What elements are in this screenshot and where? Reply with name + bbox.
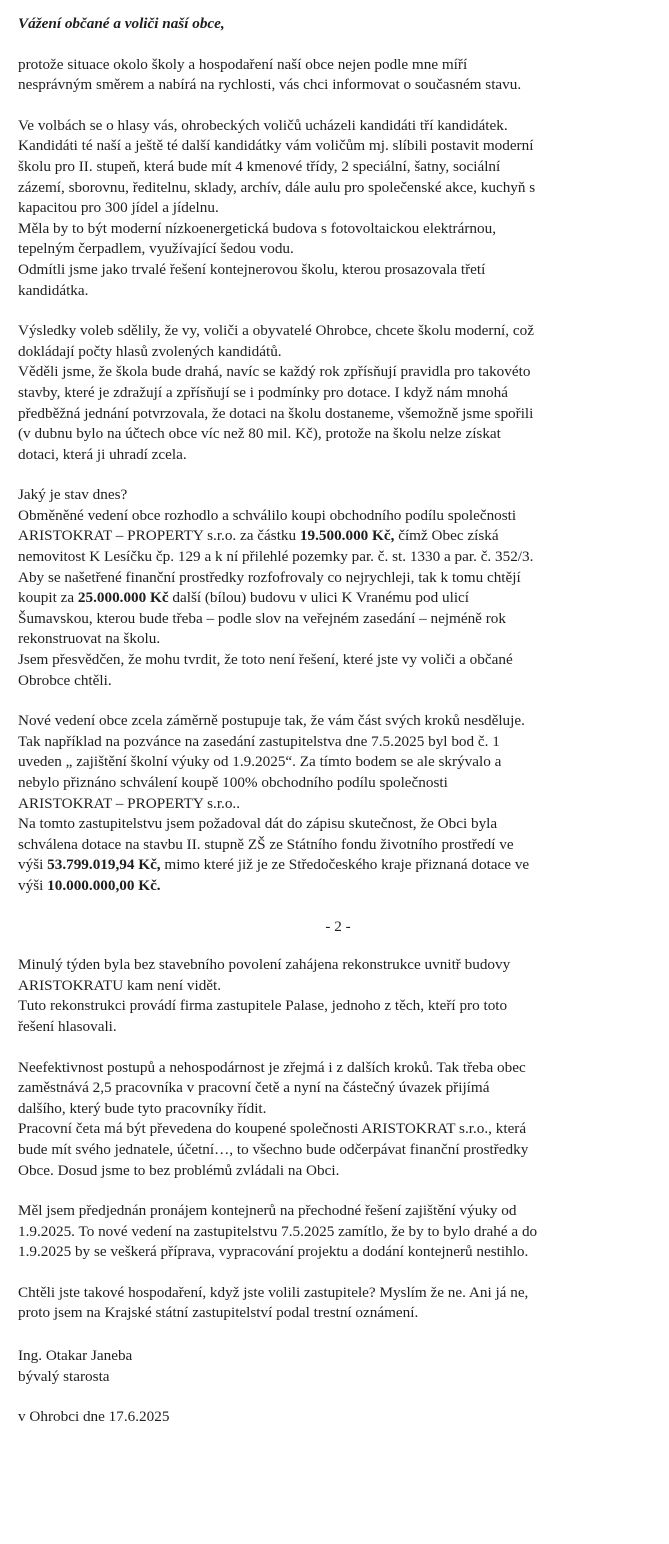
text-fragment: výši	[18, 856, 48, 874]
paragraph-current-state	[18, 485, 658, 691]
text-line: kapacitou pro 300 jídel a jídelnu.	[18, 199, 219, 217]
company-name: ARISTOKRAT – PROPERTY	[18, 527, 204, 545]
paragraph-reconstruction	[18, 955, 658, 1037]
text-line	[18, 526, 658, 547]
text-line: (v dubnu bylo na účtech obce víc než 80 mil. Kč), protože na školu nelze získat	[18, 425, 501, 443]
place-date: v Ohrobci dne 17.6.2025	[18, 1408, 170, 1426]
text-line: rekonstruovat na školu.	[18, 630, 161, 648]
signature-name: Ing. Otakar Janeba	[18, 1347, 133, 1365]
signature-block	[18, 1346, 658, 1387]
text-line: Obměněné vedení obce rozhodlo a schválilo koupi obchodního podílu společnosti	[18, 506, 517, 524]
text-line: ARISTOKRATU kam není vidět.	[18, 976, 222, 994]
text-line: schválena dotace na stavbu II. stupně ZŠ ze Státního fondu životního prostředí ve	[18, 835, 514, 853]
text-line: 1.9.2025. To nové vedení na zastupitelstvu 7.5.2025 zamítlo, že by to bylo drahé a do	[18, 1222, 538, 1240]
text-line: nesprávným směrem a nabírá na rychlosti, vás chci informovat o současném stavu.	[18, 76, 522, 94]
text-line: Měla by to být moderní nízkoenergetická budova s fotovoltaickou elektrárnou,	[18, 219, 496, 237]
text-line: Obce. Dosud jsme to bez problémů zvládali na Obci.	[18, 1161, 340, 1179]
text-fragment: další (bílou) budovu v ulici K Vranému pod ulicí	[168, 589, 469, 607]
text-line: Tuto rekonstrukci provádí firma zastupitele Palase, jednoho z těch, kteří pro toto	[18, 997, 508, 1015]
text-line: nebylo přiznáno schválení koupě 100% obchodního podílu společnosti	[18, 774, 448, 791]
text-line: Ve volbách se o hlasy vás, ohrobeckých voličů ucházeli kandidáti tří kandidátek.	[18, 116, 508, 134]
text-line: Minulý týden byla bez stavebního povolení zahájena rekonstrukce uvnitř budovy	[18, 956, 511, 974]
text-line: Obrobce chtěli.	[18, 671, 112, 689]
paragraph-containers	[18, 1201, 658, 1263]
text-line: ARISTOKRAT – PROPERTY s.r.o..	[18, 794, 241, 812]
amount-regional-grant: 10.000.000,00 Kč.	[47, 876, 161, 894]
text-line: uveden „ zajištění školní výuky od 1.9.2025“. Za tímto bodem se ale skrývalo a	[18, 753, 502, 771]
text-line: bude mít svého jednatele, účetní…, to všechno bude odčerpávat finanční prostředky	[18, 1140, 529, 1158]
paragraph-intro	[18, 55, 658, 96]
text-line: Tak například na pozvánce na zasedání zastupitelstva dne 7.5.2025 byl bod č. 1	[18, 732, 500, 750]
text-line	[18, 855, 658, 876]
text-line: Neefektivnost postupů a nehospodárnost je zřejmá i z dalších kroků. Tak třeba obec	[18, 1058, 526, 1076]
text-line: proto jsem na Krajské státní zastupitelství podal trestní oznámení.	[18, 1304, 419, 1322]
text-line: zázemí, sborovnu, ředitelnu, sklady, archív, dále aulu pro společenské akce, kuchyň s	[18, 178, 536, 196]
text-line: Chtěli jste takové hospodaření, když jste volili zastupitele? Myslím že ne. Ani já ne,	[18, 1283, 529, 1301]
text-line: Věděli jsme, že škola bude drahá, navíc se každý rok zpřísňují pravidla pro takovéto	[18, 363, 531, 381]
text-line: dotaci, která ji uhradí zcela.	[18, 445, 187, 463]
text-line: stavby, které je zdražují a zpřísňují se i podmínky pro dotace. I když nám mnohá	[18, 383, 508, 401]
text-line: Měl jsem předjednán pronájem kontejnerů na přechodné řešení zajištění výuky od	[18, 1202, 517, 1220]
text-line: předběžná jednání potvrzovala, že dotaci na školu dostaneme, všemožně jsme spořili	[18, 404, 534, 422]
text-line	[18, 876, 658, 897]
amount-building-purchase: 25.000.000 Kč	[77, 589, 169, 607]
amount-state-grant: 53.799.019,94 Kč,	[47, 856, 161, 874]
text-line: 1.9.2025 by se veškerá příprava, vypracování projektu a dodání kontejnerů nestihlo.	[18, 1243, 529, 1261]
text-fragment: s.r.o. za částku	[203, 527, 300, 545]
text-line: Nové vedení obce zcela záměrně postupuje tak, že vám část svých kroků nesděluje.	[18, 712, 525, 730]
letter-salutation: Vážení občané a voliči naší obce,	[18, 15, 225, 32]
text-line: Na tomto zastupitelstvu jsem požadoval dát do zápisu skutečnost, že Obci byla	[18, 815, 498, 833]
letter-document	[18, 14, 658, 1428]
signature-title: bývalý starosta	[18, 1367, 110, 1385]
text-fragment: mimo které již je ze Středočeského kraje přiznaná dotace ve	[160, 856, 530, 874]
amount-purchase-share: 19.500.000 Kč,	[299, 527, 395, 545]
text-line: Výsledky voleb sdělily, že vy, voliči a obyvatelé Ohrobce, chcete školu moderní, což	[18, 322, 534, 340]
text-line: zaměstnává 2,5 pracovníka v pracovní četě a nyní na částečný úvazek přijímá	[18, 1079, 490, 1097]
text-line: Aby se našetřené finanční prostředky rozfofrovaly co nejrychleji, tak k tomu chtějí	[18, 568, 521, 586]
text-line: protože situace okolo školy a hospodaření naší obce nejen podle mne míří	[18, 55, 468, 73]
text-line: Pracovní četa má být převedena do koupené společnosti ARISTOKRAT s.r.o., která	[18, 1120, 527, 1138]
text-line: řešení hlasovali.	[18, 1017, 117, 1035]
text-line: tepelným čerpadlem, využívající šedou vodu.	[18, 240, 294, 258]
text-line: nemovitost K Lesíčku čp. 129 a k ní přilehlé pozemky par. č. st. 1330 a par. č. 352/3.	[18, 548, 534, 566]
paragraph-inefficiency	[18, 1058, 658, 1182]
text-line: Šumavskou, kterou bude třeba – podle slov na veřejném zasedání – nejméně rok	[18, 609, 506, 627]
text-line: dokládají počty hlasů zvolených kandidátů.	[18, 342, 282, 360]
text-line: Odmítli jsme jako trvalé řešení kontejnerovou školu, kterou prosazovala třetí	[18, 260, 486, 278]
text-fragment: výši	[18, 876, 48, 894]
text-fragment: čímž Obec získá	[394, 527, 499, 545]
paragraph-elections	[18, 116, 658, 301]
page-number: - 2 -	[325, 917, 351, 935]
text-fragment: koupit za	[18, 589, 78, 607]
paragraph-results	[18, 321, 658, 465]
text-line: Jsem přesvědčen, že mohu tvrdit, že toto není řešení, které jste vy voliči a občané	[18, 651, 513, 669]
text-line	[18, 588, 658, 609]
text-line: Jaký je stav dnes?	[18, 486, 128, 504]
text-line: kandidátka.	[18, 281, 89, 299]
text-line: dalšího, který bude tyto pracovníky řídit.	[18, 1099, 267, 1117]
paragraph-conclusion	[18, 1283, 658, 1324]
text-line: Kandidáti té naší a ještě té další kandidátky vám voličům mj. slíbili postavit moderní	[18, 137, 534, 155]
paragraph-new-leadership	[18, 711, 658, 896]
text-line: školu pro II. stupeň, která bude mít 4 kmenové třídy, 2 speciální, šatny, sociální	[18, 157, 501, 175]
